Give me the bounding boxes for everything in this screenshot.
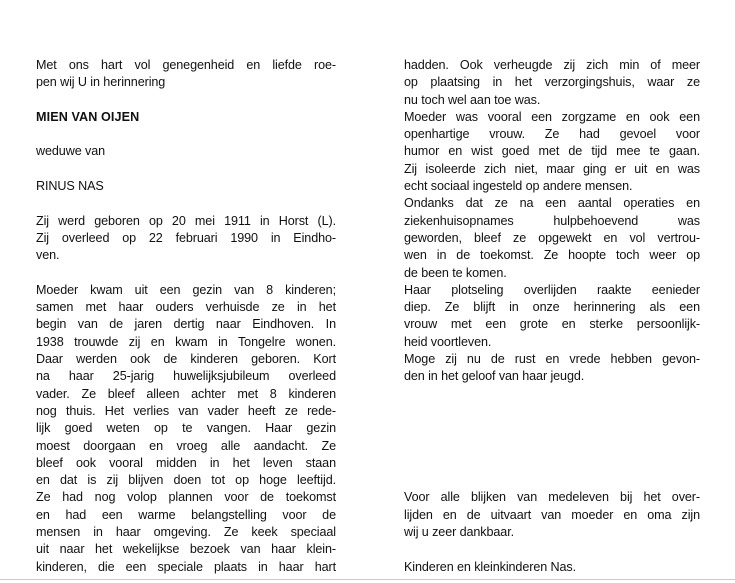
story-line: Moeder was vooral een zorgzame en ook een [404,109,700,124]
story-line: hadden. Ook verheugde zij zich min of meer [404,58,700,72]
signature: Kinderen en kleinkinderen Nas. [404,559,577,574]
story-paragraph [36,282,336,576]
story-line: Zij isoleerde zich niet, maar ging er uit en was [404,161,700,176]
story-line: mensen in haar omgeving. Ze keek speciaal [36,525,336,540]
story-line: Daar werden ook de kinderen geboren. Kort [36,352,336,367]
intro-paragraph [36,57,336,92]
story-line: bleef ook vooral midden in het leven staan [36,455,336,470]
dates-line: ven. [36,248,60,263]
right-column [404,57,700,576]
story-line: 1938 trouwde zij en kwam in Tongelre wonen. [36,334,336,349]
story-line: de been te komen. [404,265,507,280]
intro-line: Met ons hart vol genegenheid en liefde roe- [36,58,336,72]
story-line: openhartige vrouw. Ze had gevoel voor [404,127,700,142]
story-line: lijk goed weten op te vangen. Haar gezin [36,421,336,436]
dates-line: Zij werd geboren op 20 mei 1911 in Horst (L). [36,213,336,228]
story-line: echt sociaal ingesteld op andere mensen. [404,179,633,194]
story-line: op plaatsing in het verzorgingshuis, waar ze [404,75,700,90]
story-line: kinderen, die een speciale plaats in haar hart [36,559,336,574]
dates-line: Zij overleed op 22 februari 1990 in Eindho- [36,230,336,245]
story-line: en dat is zij blijven doen tot op hoge leeftijd. [36,473,336,488]
story-line: geworden, bleef ze opgewekt en vol vertrou- [404,230,700,245]
dates-paragraph [36,213,336,265]
story-line: na haar 25-jarig huwelijksjubileum overleed [36,369,336,384]
story-line: diep. Ze blijft in onze herinnering als een [404,300,700,315]
story-line: samen met haar ouders verhuisde ze in het [36,300,336,315]
story-line: humor en wist goed met de tijd mee te gaan. [404,144,700,159]
story-line: Ondanks dat ze na een aantal operaties en [404,196,700,211]
thanks-line: Voor alle blijken van medeleven bij het over- [404,490,700,505]
story-line: Moge zij nu de rust en vrede hebben gevon- [404,352,700,367]
story-line: Moeder kwam uit een gezin van 8 kinderen; [36,282,336,297]
story-line: heid voortleven. [404,334,492,349]
husband-name: RINUS NAS [36,179,104,194]
thanks-line: lijden en de uitvaart van moeder en oma zijn [404,507,700,522]
bottom-edge-line [0,579,735,580]
story-line: vrouw met een grote en sterke persoonlijk- [404,317,700,332]
intro-line: pen wij U in herinnering [36,75,166,90]
story-line: wen in de toekomst. Ze hoopte toch weer op [404,248,700,263]
thanks-paragraph [404,489,700,541]
story-line: Haar plotseling overlijden raakte eenieder [404,282,700,297]
thanks-line: wij u zeer dankbaar. [404,525,515,540]
left-column [36,57,336,576]
story-line: den in het geloof van haar jeugd. [404,369,585,384]
deceased-name: MIEN VAN OIJEN [36,109,140,124]
story-line: nog thuis. Het verlies van vader heeft ze rede- [36,403,336,418]
story-line: ziekenhuisopnames hulpbehoevend was [404,213,700,228]
story-line: begin van de jaren dertig naar Eindhoven. In [36,317,336,332]
story-line: vader. Ze bleef alleen achter met 8 kinderen [36,386,336,401]
story-line: Ze had nog volop plannen voor de toekomst [36,490,336,505]
story-line: en had een warme belangstelling voor de [36,507,336,522]
story-continued-paragraph [404,57,700,386]
widow-of-label: weduwe van [36,144,106,159]
story-line: uit naar het wekelijkse bezoek van haar klein- [36,542,336,557]
story-line: nu toch wel aan toe was. [404,92,541,107]
story-line: moest doorgaan en vroeg alle aandacht. Ze [36,438,336,453]
